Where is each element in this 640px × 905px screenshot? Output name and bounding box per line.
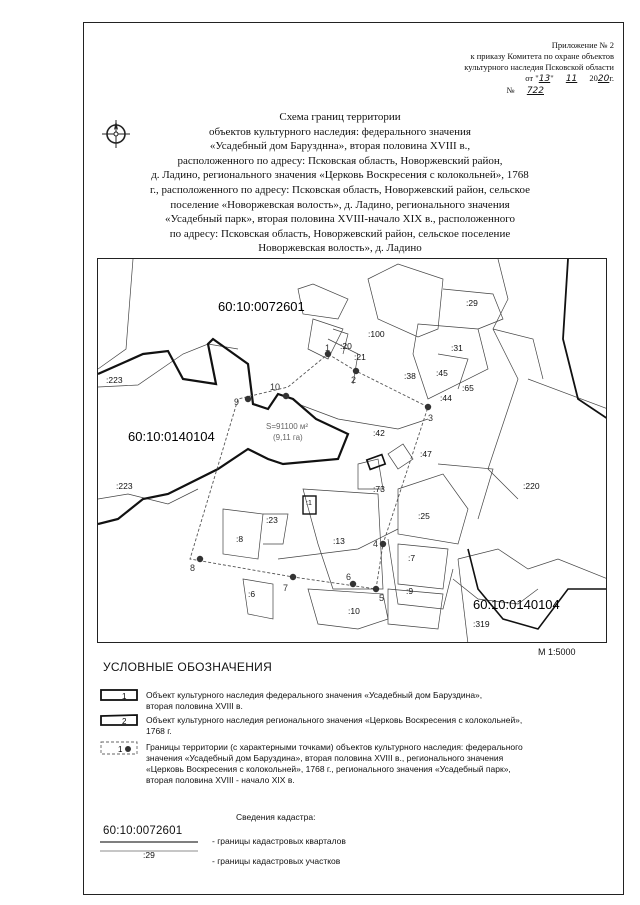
title-line-6: г., расположенного по адресу: Псковская область, Новоржевский район, сельское bbox=[150, 183, 530, 196]
order-number: 722 bbox=[526, 86, 544, 96]
point-label: 4 bbox=[373, 539, 379, 549]
parcel-label: :220 bbox=[523, 481, 540, 491]
date-month: 11 bbox=[565, 74, 578, 84]
legend-item-territory-line-2: значения «Усадебный дом Баруздина», вторая половина XVIII в., регионального значения bbox=[146, 753, 504, 763]
cadastral-map bbox=[97, 258, 607, 643]
parcel-label: :10 bbox=[348, 606, 360, 616]
point-label: 7 bbox=[283, 583, 289, 593]
boundary-point-2 bbox=[353, 368, 359, 374]
point-label: 10 bbox=[270, 382, 281, 392]
boundary-point-5 bbox=[373, 586, 379, 592]
header-date-line bbox=[374, 73, 614, 85]
parcel-label: :31 bbox=[451, 343, 463, 353]
cadastre-quarter-sample: 60:10:0072601 bbox=[103, 825, 183, 837]
legend-item-regional-line-1: Объект культурного наследия регионального значения «Церковь Воскресения с колокольней», bbox=[146, 715, 523, 725]
date-year-prefix: 20 bbox=[587, 73, 598, 83]
parcel-label: :23 bbox=[266, 515, 278, 525]
parcel-label: :13 bbox=[333, 536, 345, 546]
header-line-1: Приложение № 2 bbox=[551, 40, 614, 50]
parcel-label: :7 bbox=[408, 553, 416, 563]
legend-item-federal-line-1: Объект культурного наследия федерального значения «Усадебный дом Баруздина», bbox=[146, 690, 483, 700]
parcel-label: :8 bbox=[236, 534, 244, 544]
header-number-line bbox=[374, 85, 614, 97]
legend-symbol-federal bbox=[100, 688, 140, 702]
parcel-label: :6 bbox=[248, 589, 256, 599]
approval-header bbox=[374, 40, 614, 97]
legend-item-territory-line-4: вторая половина XVIII - начало XIX в. bbox=[146, 775, 295, 785]
date-suffix: г. bbox=[609, 73, 614, 83]
legend-symbol-territory bbox=[100, 740, 140, 756]
quarter-label-2: 60:10:0140104 bbox=[128, 429, 215, 444]
title-line-4: расположенного по адресу: Псковская область, Новоржевский район, bbox=[177, 154, 503, 167]
legend-item-regional-line-2: 1768 г. bbox=[146, 726, 172, 736]
boundary-point-10 bbox=[283, 393, 289, 399]
legend-symbol-regional bbox=[100, 713, 140, 727]
cadastre-parcel-line bbox=[100, 849, 200, 853]
area-label: S=91100 м² bbox=[266, 422, 309, 431]
point-label: 6 bbox=[346, 572, 352, 582]
parcel-label: :21 bbox=[354, 352, 366, 362]
title-line-1: Схема границ территории bbox=[279, 111, 401, 123]
title-line-8: «Усадебный парк», вторая половина XVIII-начало XIX в., расположенного bbox=[164, 213, 515, 226]
parcel-label: :45 bbox=[436, 368, 448, 378]
area-sub-label: (9,11 га) bbox=[273, 433, 303, 442]
parcel-label: :47 bbox=[420, 449, 432, 459]
title-line-9: по адресу: Псковская область, Новоржевский район, сельское поселение bbox=[169, 227, 511, 240]
parcel-label: :319 bbox=[473, 619, 490, 629]
point-label: 2 bbox=[351, 375, 357, 385]
parcel-label: :65 bbox=[462, 383, 474, 393]
boundary-point-3 bbox=[425, 404, 431, 410]
point-labels bbox=[190, 343, 433, 603]
parcel-label: :100 bbox=[368, 329, 385, 339]
church-object bbox=[367, 455, 385, 470]
boundary-point-8 bbox=[197, 556, 203, 562]
cadastre-heading: Сведения кадастра: bbox=[236, 812, 316, 822]
legend-item-territory bbox=[146, 742, 523, 786]
cadastre-quarter-desc: - границы кадастровых кварталов bbox=[212, 836, 346, 846]
parcel-label: :73 bbox=[373, 484, 385, 494]
scheme-title bbox=[120, 110, 560, 256]
date-prefix: от " bbox=[525, 73, 539, 83]
map-scale: М 1:5000 bbox=[538, 647, 576, 657]
parcel-label: :223 bbox=[116, 481, 133, 491]
boundary-points bbox=[197, 351, 434, 592]
parcel-label: :29 bbox=[466, 298, 478, 308]
cadastre-parcel-sample: :29 bbox=[143, 850, 155, 860]
parcel-label: :25 bbox=[418, 511, 430, 521]
quarter-label-1: 60:10:0072601 bbox=[218, 299, 305, 314]
point-label: 1 bbox=[325, 343, 331, 353]
boundary-point-4 bbox=[380, 541, 386, 547]
boundary-point-9 bbox=[245, 396, 251, 402]
svg-text:2: 2 bbox=[122, 717, 127, 726]
boundary-point-7 bbox=[290, 574, 296, 580]
date-day: 13 bbox=[538, 74, 551, 84]
quarter-label-3: 60:10:0140104 bbox=[473, 597, 560, 612]
cadastre-parcel-desc: - границы кадастровых участков bbox=[212, 856, 341, 866]
header-line-2: к приказу Комитета по охране объектов bbox=[470, 51, 614, 61]
legend-title: УСЛОВНЫЕ ОБОЗНАЧЕНИЯ bbox=[103, 660, 273, 674]
legend-item-federal-line-2: вторая половина XVIII в. bbox=[146, 701, 243, 711]
parcel-label: :42 bbox=[373, 428, 385, 438]
date-year: 20 bbox=[597, 74, 610, 84]
parcel-label: :38 bbox=[404, 371, 416, 381]
title-line-5: д. Ладино, регионального значения «Церковь Воскресения с колокольней», 1768 bbox=[151, 169, 529, 182]
legend-item-territory-line-3: «Церковь Воскресения с колокольней», 1768 г., регионального значения «Усадебный парк», bbox=[146, 764, 511, 774]
point-label: 9 bbox=[234, 397, 240, 407]
number-prefix: № bbox=[506, 85, 515, 95]
legend-item-federal bbox=[146, 690, 482, 712]
heritage-territory-boundary bbox=[190, 354, 428, 589]
title-line-3: «Усадебный дом Барузднна», вторая половина XVIII в., bbox=[209, 140, 471, 153]
point-label: 5 bbox=[379, 593, 385, 603]
parcel-label: :223 bbox=[106, 375, 123, 385]
point-label: 8 bbox=[190, 563, 196, 573]
date-sep: " bbox=[550, 73, 556, 83]
title-line-2: объектов культурного наследия: федерального значения bbox=[209, 125, 471, 138]
parcel-labels bbox=[106, 298, 540, 629]
parcel-label: :44 bbox=[440, 393, 452, 403]
parcel-label: :20 bbox=[340, 341, 352, 351]
cadastre-quarter-line bbox=[100, 840, 200, 844]
title-line-7: поселение «Новоржевская волость», д. Ладино, регионального значения bbox=[170, 198, 510, 211]
svg-text:1: 1 bbox=[118, 745, 123, 754]
svg-text:1: 1 bbox=[122, 692, 127, 701]
header-line-3: культурного наследия Псковской области bbox=[464, 62, 614, 72]
legend-item-territory-line-1: Границы территории (с характерными точками) объектов культурного наследия: федерального bbox=[146, 742, 523, 752]
parcel-label: :1 bbox=[306, 500, 312, 507]
quarter-boundary-east bbox=[563, 259, 607, 419]
parcel-label: :9 bbox=[406, 586, 414, 596]
legend-item-regional bbox=[146, 715, 522, 737]
title-line-10: Новоржевская волость», д. Ладино bbox=[258, 242, 422, 255]
point-label: 3 bbox=[428, 413, 434, 423]
